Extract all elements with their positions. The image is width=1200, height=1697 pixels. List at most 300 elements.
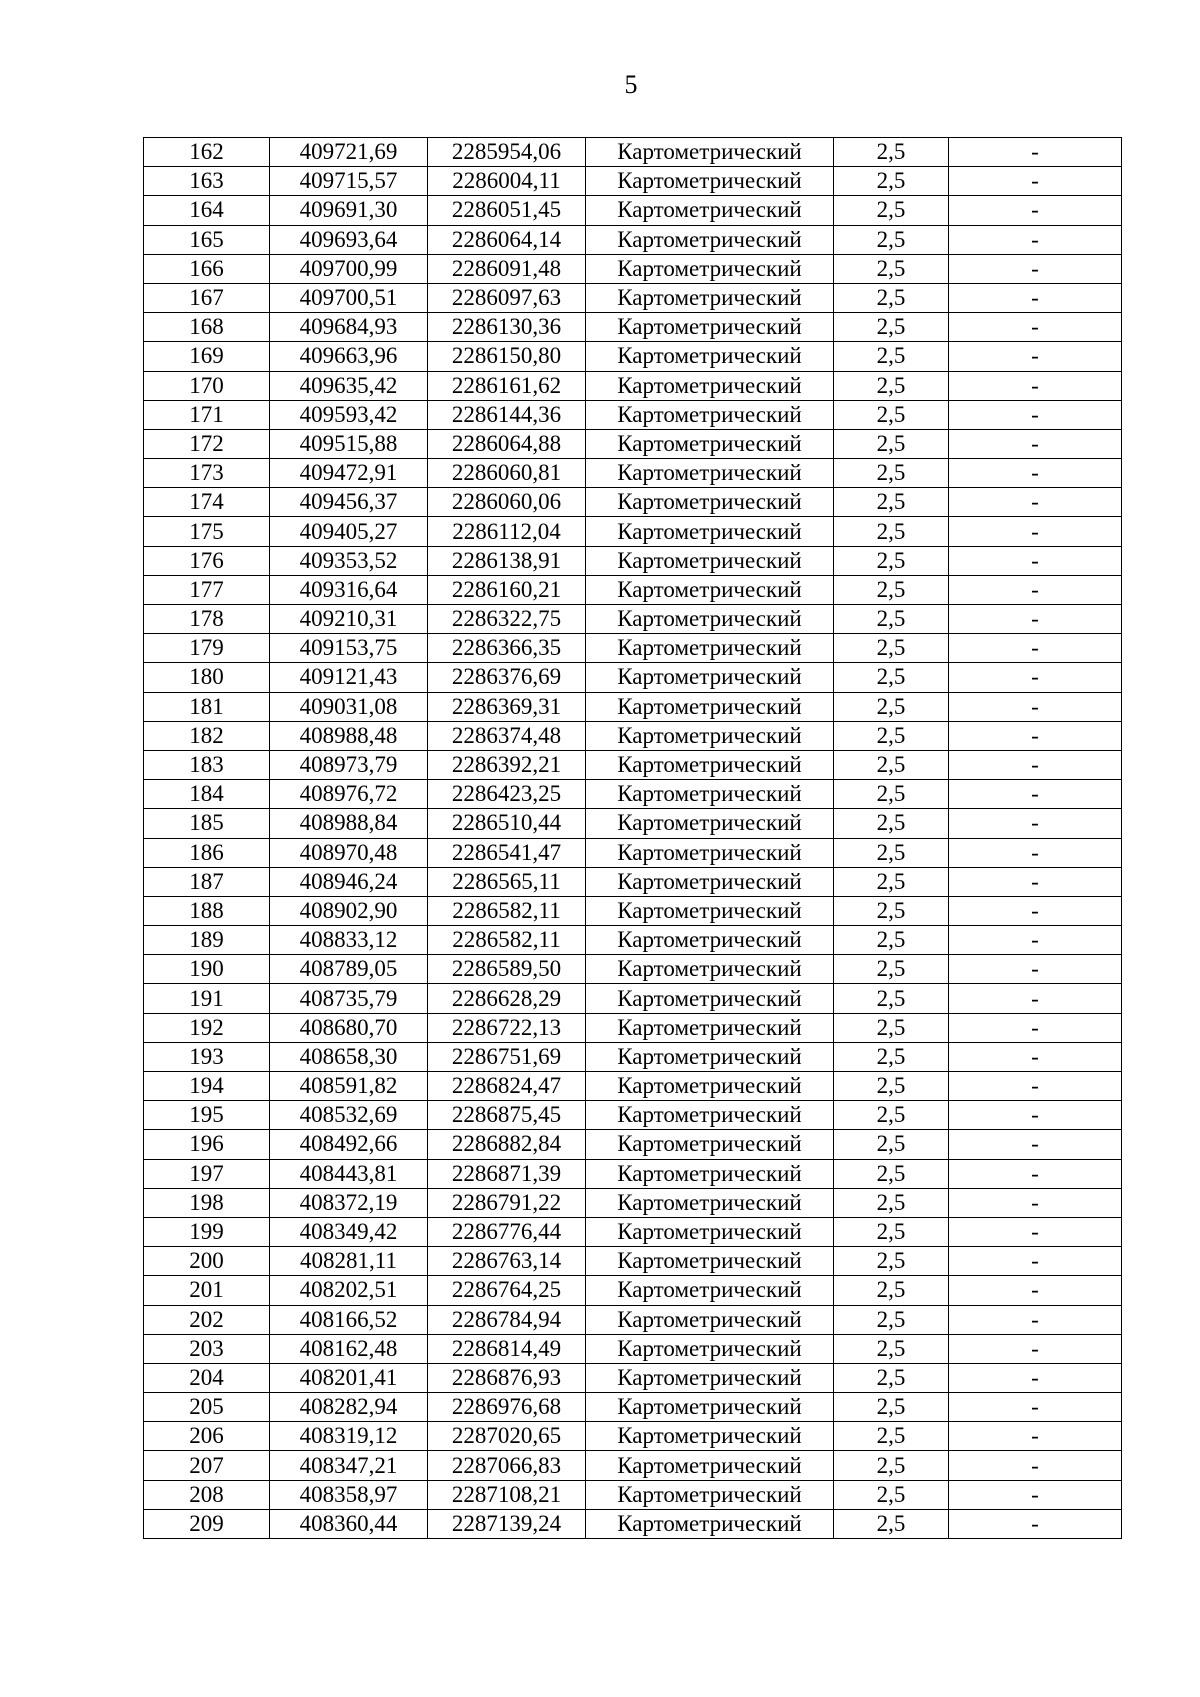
x-coordinate-cell: 408988,48 <box>270 721 428 750</box>
point-number-cell: 162 <box>144 138 270 167</box>
accuracy-cell: 2,5 <box>834 838 949 867</box>
x-coordinate-cell: 409472,91 <box>270 459 428 488</box>
remark-cell: - <box>949 984 1122 1013</box>
method-cell: Картометрический <box>586 926 834 955</box>
y-coordinate-cell: 2286051,45 <box>428 196 586 225</box>
remark-cell: - <box>949 371 1122 400</box>
y-coordinate-cell: 2286369,31 <box>428 692 586 721</box>
y-coordinate-cell: 2286976,68 <box>428 1393 586 1422</box>
table-row <box>144 1217 1122 1246</box>
point-number-cell: 207 <box>144 1451 270 1480</box>
remark-cell: - <box>949 313 1122 342</box>
remark-cell: - <box>949 1509 1122 1538</box>
method-cell: Картометрический <box>586 1013 834 1042</box>
y-coordinate-cell: 2287108,21 <box>428 1480 586 1509</box>
accuracy-cell: 2,5 <box>834 1334 949 1363</box>
x-coordinate-cell: 408282,94 <box>270 1393 428 1422</box>
method-cell: Картометрический <box>586 342 834 371</box>
y-coordinate-cell: 2286150,80 <box>428 342 586 371</box>
table-row <box>144 926 1122 955</box>
x-coordinate-cell: 409684,93 <box>270 313 428 342</box>
table-row <box>144 575 1122 604</box>
point-number-cell: 186 <box>144 838 270 867</box>
y-coordinate-cell: 2286751,69 <box>428 1042 586 1071</box>
remark-cell: - <box>949 1217 1122 1246</box>
y-coordinate-cell: 2286882,84 <box>428 1130 586 1159</box>
remark-cell: - <box>949 1363 1122 1392</box>
table-row <box>144 1363 1122 1392</box>
y-coordinate-cell: 2286060,06 <box>428 488 586 517</box>
point-number-cell: 201 <box>144 1276 270 1305</box>
method-cell: Картометрический <box>586 283 834 312</box>
point-number-cell: 172 <box>144 429 270 458</box>
method-cell: Картометрический <box>586 984 834 1013</box>
y-coordinate-cell: 2286510,44 <box>428 809 586 838</box>
x-coordinate-cell: 408372,19 <box>270 1188 428 1217</box>
x-coordinate-cell: 409715,57 <box>270 167 428 196</box>
x-coordinate-cell: 408281,11 <box>270 1247 428 1276</box>
x-coordinate-cell: 409405,27 <box>270 517 428 546</box>
point-number-cell: 175 <box>144 517 270 546</box>
table-row <box>144 634 1122 663</box>
x-coordinate-cell: 408358,97 <box>270 1480 428 1509</box>
method-cell: Картометрический <box>586 750 834 779</box>
x-coordinate-cell: 408833,12 <box>270 926 428 955</box>
accuracy-cell: 2,5 <box>834 254 949 283</box>
table-row <box>144 400 1122 429</box>
table-row <box>144 196 1122 225</box>
point-number-cell: 200 <box>144 1247 270 1276</box>
x-coordinate-cell: 408492,66 <box>270 1130 428 1159</box>
accuracy-cell: 2,5 <box>834 575 949 604</box>
point-number-cell: 202 <box>144 1305 270 1334</box>
y-coordinate-cell: 2286824,47 <box>428 1072 586 1101</box>
remark-cell: - <box>949 488 1122 517</box>
table-row <box>144 1130 1122 1159</box>
method-cell: Картометрический <box>586 1101 834 1130</box>
table-row <box>144 867 1122 896</box>
table-row <box>144 342 1122 371</box>
point-number-cell: 178 <box>144 605 270 634</box>
accuracy-cell: 2,5 <box>834 1130 949 1159</box>
method-cell: Картометрический <box>586 1422 834 1451</box>
method-cell: Картометрический <box>586 225 834 254</box>
y-coordinate-cell: 2286763,14 <box>428 1247 586 1276</box>
point-number-cell: 196 <box>144 1130 270 1159</box>
table-row <box>144 1451 1122 1480</box>
accuracy-cell: 2,5 <box>834 1276 949 1305</box>
accuracy-cell: 2,5 <box>834 1217 949 1246</box>
remark-cell: - <box>949 809 1122 838</box>
x-coordinate-cell: 408902,90 <box>270 896 428 925</box>
y-coordinate-cell: 2286423,25 <box>428 780 586 809</box>
method-cell: Картометрический <box>586 400 834 429</box>
accuracy-cell: 2,5 <box>834 225 949 254</box>
accuracy-cell: 2,5 <box>834 1393 949 1422</box>
x-coordinate-cell: 408973,79 <box>270 750 428 779</box>
remark-cell: - <box>949 225 1122 254</box>
point-number-cell: 184 <box>144 780 270 809</box>
method-cell: Картометрический <box>586 459 834 488</box>
remark-cell: - <box>949 1042 1122 1071</box>
x-coordinate-cell: 408349,42 <box>270 1217 428 1246</box>
point-number-cell: 181 <box>144 692 270 721</box>
method-cell: Картометрический <box>586 634 834 663</box>
method-cell: Картометрический <box>586 809 834 838</box>
y-coordinate-cell: 2286875,45 <box>428 1101 586 1130</box>
point-number-cell: 188 <box>144 896 270 925</box>
remark-cell: - <box>949 896 1122 925</box>
x-coordinate-cell: 408532,69 <box>270 1101 428 1130</box>
y-coordinate-cell: 2286091,48 <box>428 254 586 283</box>
y-coordinate-cell: 2286541,47 <box>428 838 586 867</box>
accuracy-cell: 2,5 <box>834 1101 949 1130</box>
coordinates-table <box>143 137 1122 1539</box>
table-row <box>144 283 1122 312</box>
point-number-cell: 182 <box>144 721 270 750</box>
method-cell: Картометрический <box>586 1363 834 1392</box>
y-coordinate-cell: 2286589,50 <box>428 955 586 984</box>
remark-cell: - <box>949 429 1122 458</box>
table-row <box>144 1072 1122 1101</box>
accuracy-cell: 2,5 <box>834 1159 949 1188</box>
point-number-cell: 204 <box>144 1363 270 1392</box>
remark-cell: - <box>949 955 1122 984</box>
y-coordinate-cell: 2286392,21 <box>428 750 586 779</box>
y-coordinate-cell: 2286112,04 <box>428 517 586 546</box>
y-coordinate-cell: 2286582,11 <box>428 926 586 955</box>
point-number-cell: 203 <box>144 1334 270 1363</box>
point-number-cell: 189 <box>144 926 270 955</box>
remark-cell: - <box>949 663 1122 692</box>
x-coordinate-cell: 409700,99 <box>270 254 428 283</box>
remark-cell: - <box>949 1101 1122 1130</box>
method-cell: Картометрический <box>586 196 834 225</box>
x-coordinate-cell: 408735,79 <box>270 984 428 1013</box>
y-coordinate-cell: 2287020,65 <box>428 1422 586 1451</box>
x-coordinate-cell: 409456,37 <box>270 488 428 517</box>
method-cell: Картометрический <box>586 1393 834 1422</box>
table-row <box>144 780 1122 809</box>
point-number-cell: 168 <box>144 313 270 342</box>
x-coordinate-cell: 408347,21 <box>270 1451 428 1480</box>
method-cell: Картометрический <box>586 1072 834 1101</box>
accuracy-cell: 2,5 <box>834 459 949 488</box>
accuracy-cell: 2,5 <box>834 342 949 371</box>
method-cell: Картометрический <box>586 1276 834 1305</box>
x-coordinate-cell: 408946,24 <box>270 867 428 896</box>
method-cell: Картометрический <box>586 371 834 400</box>
method-cell: Картометрический <box>586 1188 834 1217</box>
table-row <box>144 809 1122 838</box>
point-number-cell: 185 <box>144 809 270 838</box>
x-coordinate-cell: 408443,81 <box>270 1159 428 1188</box>
remark-cell: - <box>949 254 1122 283</box>
accuracy-cell: 2,5 <box>834 780 949 809</box>
table-row <box>144 517 1122 546</box>
point-number-cell: 173 <box>144 459 270 488</box>
accuracy-cell: 2,5 <box>834 400 949 429</box>
y-coordinate-cell: 2286374,48 <box>428 721 586 750</box>
method-cell: Картометрический <box>586 488 834 517</box>
method-cell: Картометрический <box>586 1042 834 1071</box>
remark-cell: - <box>949 1334 1122 1363</box>
table-row <box>144 138 1122 167</box>
method-cell: Картометрический <box>586 138 834 167</box>
point-number-cell: 191 <box>144 984 270 1013</box>
table-row <box>144 313 1122 342</box>
remark-cell: - <box>949 634 1122 663</box>
method-cell: Картометрический <box>586 1305 834 1334</box>
y-coordinate-cell: 2286376,69 <box>428 663 586 692</box>
point-number-cell: 205 <box>144 1393 270 1422</box>
y-coordinate-cell: 2286097,63 <box>428 283 586 312</box>
point-number-cell: 198 <box>144 1188 270 1217</box>
point-number-cell: 187 <box>144 867 270 896</box>
point-number-cell: 167 <box>144 283 270 312</box>
y-coordinate-cell: 2286366,35 <box>428 634 586 663</box>
accuracy-cell: 2,5 <box>834 488 949 517</box>
method-cell: Картометрический <box>586 517 834 546</box>
y-coordinate-cell: 2286814,49 <box>428 1334 586 1363</box>
x-coordinate-cell: 409593,42 <box>270 400 428 429</box>
accuracy-cell: 2,5 <box>834 167 949 196</box>
x-coordinate-cell: 408970,48 <box>270 838 428 867</box>
method-cell: Картометрический <box>586 1509 834 1538</box>
y-coordinate-cell: 2285954,06 <box>428 138 586 167</box>
point-number-cell: 177 <box>144 575 270 604</box>
point-number-cell: 171 <box>144 400 270 429</box>
accuracy-cell: 2,5 <box>834 1247 949 1276</box>
method-cell: Картометрический <box>586 167 834 196</box>
x-coordinate-cell: 408360,44 <box>270 1509 428 1538</box>
remark-cell: - <box>949 1393 1122 1422</box>
y-coordinate-cell: 2286004,11 <box>428 167 586 196</box>
method-cell: Картометрический <box>586 692 834 721</box>
y-coordinate-cell: 2286764,25 <box>428 1276 586 1305</box>
page-number: 5 <box>624 70 638 99</box>
remark-cell: - <box>949 926 1122 955</box>
y-coordinate-cell: 2286871,39 <box>428 1159 586 1188</box>
method-cell: Картометрический <box>586 1217 834 1246</box>
accuracy-cell: 2,5 <box>834 926 949 955</box>
remark-cell: - <box>949 1188 1122 1217</box>
accuracy-cell: 2,5 <box>834 634 949 663</box>
point-number-cell: 169 <box>144 342 270 371</box>
table-row <box>144 1247 1122 1276</box>
remark-cell: - <box>949 1159 1122 1188</box>
y-coordinate-cell: 2286876,93 <box>428 1363 586 1392</box>
method-cell: Картометрический <box>586 575 834 604</box>
point-number-cell: 164 <box>144 196 270 225</box>
method-cell: Картометрический <box>586 838 834 867</box>
x-coordinate-cell: 408162,48 <box>270 1334 428 1363</box>
remark-cell: - <box>949 1130 1122 1159</box>
method-cell: Картометрический <box>586 867 834 896</box>
accuracy-cell: 2,5 <box>834 283 949 312</box>
remark-cell: - <box>949 1247 1122 1276</box>
remark-cell: - <box>949 692 1122 721</box>
table-row <box>144 429 1122 458</box>
point-number-cell: 193 <box>144 1042 270 1071</box>
point-number-cell: 179 <box>144 634 270 663</box>
table-row <box>144 1334 1122 1363</box>
table-row <box>144 1042 1122 1071</box>
remark-cell: - <box>949 1451 1122 1480</box>
table-row <box>144 1509 1122 1538</box>
table-row <box>144 1188 1122 1217</box>
x-coordinate-cell: 408202,51 <box>270 1276 428 1305</box>
x-coordinate-cell: 408789,05 <box>270 955 428 984</box>
point-number-cell: 192 <box>144 1013 270 1042</box>
accuracy-cell: 2,5 <box>834 984 949 1013</box>
table-row <box>144 955 1122 984</box>
table-row <box>144 896 1122 925</box>
method-cell: Картометрический <box>586 546 834 575</box>
method-cell: Картометрический <box>586 955 834 984</box>
accuracy-cell: 2,5 <box>834 867 949 896</box>
y-coordinate-cell: 2286791,22 <box>428 1188 586 1217</box>
table-row <box>144 1422 1122 1451</box>
x-coordinate-cell: 409663,96 <box>270 342 428 371</box>
y-coordinate-cell: 2287139,24 <box>428 1509 586 1538</box>
y-coordinate-cell: 2286784,94 <box>428 1305 586 1334</box>
point-number-cell: 195 <box>144 1101 270 1130</box>
remark-cell: - <box>949 1480 1122 1509</box>
table-row <box>144 459 1122 488</box>
accuracy-cell: 2,5 <box>834 371 949 400</box>
accuracy-cell: 2,5 <box>834 313 949 342</box>
table-row <box>144 984 1122 1013</box>
remark-cell: - <box>949 167 1122 196</box>
table-row <box>144 692 1122 721</box>
accuracy-cell: 2,5 <box>834 429 949 458</box>
accuracy-cell: 2,5 <box>834 138 949 167</box>
y-coordinate-cell: 2286322,75 <box>428 605 586 634</box>
accuracy-cell: 2,5 <box>834 721 949 750</box>
accuracy-cell: 2,5 <box>834 546 949 575</box>
accuracy-cell: 2,5 <box>834 1451 949 1480</box>
method-cell: Картометрический <box>586 1130 834 1159</box>
x-coordinate-cell: 409121,43 <box>270 663 428 692</box>
y-coordinate-cell: 2286060,81 <box>428 459 586 488</box>
remark-cell: - <box>949 1422 1122 1451</box>
remark-cell: - <box>949 780 1122 809</box>
method-cell: Картометрический <box>586 721 834 750</box>
table-row <box>144 1305 1122 1334</box>
remark-cell: - <box>949 138 1122 167</box>
remark-cell: - <box>949 838 1122 867</box>
table-row <box>144 721 1122 750</box>
method-cell: Картометрический <box>586 1480 834 1509</box>
method-cell: Картометрический <box>586 663 834 692</box>
accuracy-cell: 2,5 <box>834 196 949 225</box>
point-number-cell: 199 <box>144 1217 270 1246</box>
x-coordinate-cell: 409515,88 <box>270 429 428 458</box>
remark-cell: - <box>949 1276 1122 1305</box>
method-cell: Картометрический <box>586 896 834 925</box>
table-row <box>144 750 1122 779</box>
point-number-cell: 166 <box>144 254 270 283</box>
point-number-cell: 183 <box>144 750 270 779</box>
accuracy-cell: 2,5 <box>834 1363 949 1392</box>
table-row <box>144 371 1122 400</box>
method-cell: Картометрический <box>586 605 834 634</box>
x-coordinate-cell: 409316,64 <box>270 575 428 604</box>
remark-cell: - <box>949 750 1122 779</box>
accuracy-cell: 2,5 <box>834 605 949 634</box>
method-cell: Картометрический <box>586 254 834 283</box>
x-coordinate-cell: 409031,08 <box>270 692 428 721</box>
point-number-cell: 174 <box>144 488 270 517</box>
accuracy-cell: 2,5 <box>834 1042 949 1071</box>
x-coordinate-cell: 408680,70 <box>270 1013 428 1042</box>
accuracy-cell: 2,5 <box>834 1072 949 1101</box>
point-number-cell: 176 <box>144 546 270 575</box>
y-coordinate-cell: 2286565,11 <box>428 867 586 896</box>
point-number-cell: 206 <box>144 1422 270 1451</box>
point-number-cell: 163 <box>144 167 270 196</box>
table-row <box>144 1159 1122 1188</box>
y-coordinate-cell: 2286161,62 <box>428 371 586 400</box>
accuracy-cell: 2,5 <box>834 663 949 692</box>
method-cell: Картометрический <box>586 1451 834 1480</box>
y-coordinate-cell: 2287066,83 <box>428 1451 586 1480</box>
table-row <box>144 546 1122 575</box>
table-row <box>144 1101 1122 1130</box>
y-coordinate-cell: 2286130,36 <box>428 313 586 342</box>
accuracy-cell: 2,5 <box>834 896 949 925</box>
y-coordinate-cell: 2286628,29 <box>428 984 586 1013</box>
table-row <box>144 605 1122 634</box>
method-cell: Картометрический <box>586 1247 834 1276</box>
accuracy-cell: 2,5 <box>834 692 949 721</box>
point-number-cell: 209 <box>144 1509 270 1538</box>
remark-cell: - <box>949 721 1122 750</box>
remark-cell: - <box>949 1013 1122 1042</box>
x-coordinate-cell: 408166,52 <box>270 1305 428 1334</box>
table-row <box>144 1276 1122 1305</box>
table-row <box>144 1013 1122 1042</box>
x-coordinate-cell: 409700,51 <box>270 283 428 312</box>
x-coordinate-cell: 408319,12 <box>270 1422 428 1451</box>
accuracy-cell: 2,5 <box>834 1509 949 1538</box>
x-coordinate-cell: 409691,30 <box>270 196 428 225</box>
x-coordinate-cell: 409693,64 <box>270 225 428 254</box>
table-row <box>144 225 1122 254</box>
x-coordinate-cell: 409635,42 <box>270 371 428 400</box>
x-coordinate-cell: 409210,31 <box>270 605 428 634</box>
y-coordinate-cell: 2286582,11 <box>428 896 586 925</box>
accuracy-cell: 2,5 <box>834 1422 949 1451</box>
remark-cell: - <box>949 459 1122 488</box>
x-coordinate-cell: 408591,82 <box>270 1072 428 1101</box>
accuracy-cell: 2,5 <box>834 1188 949 1217</box>
remark-cell: - <box>949 196 1122 225</box>
point-number-cell: 208 <box>144 1480 270 1509</box>
accuracy-cell: 2,5 <box>834 750 949 779</box>
remark-cell: - <box>949 867 1122 896</box>
table-row <box>144 663 1122 692</box>
accuracy-cell: 2,5 <box>834 1305 949 1334</box>
table-row <box>144 488 1122 517</box>
accuracy-cell: 2,5 <box>834 809 949 838</box>
method-cell: Картометрический <box>586 313 834 342</box>
x-coordinate-cell: 409721,69 <box>270 138 428 167</box>
y-coordinate-cell: 2286776,44 <box>428 1217 586 1246</box>
y-coordinate-cell: 2286064,88 <box>428 429 586 458</box>
accuracy-cell: 2,5 <box>834 517 949 546</box>
